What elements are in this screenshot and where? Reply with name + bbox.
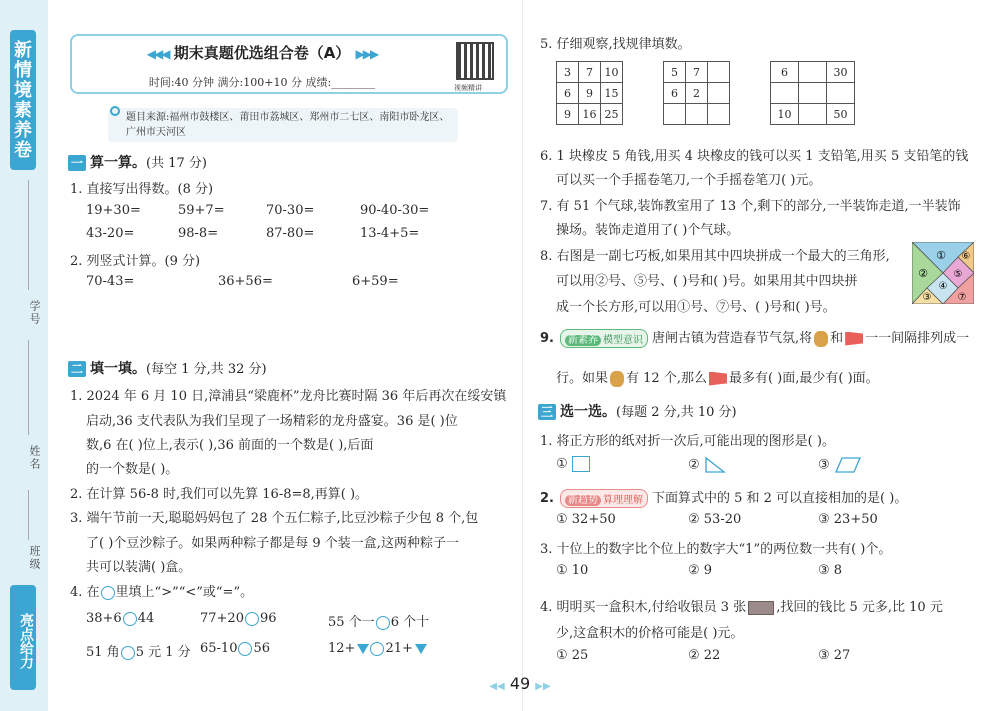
- lantern-icon: [814, 331, 828, 347]
- option-a[interactable]: [556, 456, 590, 472]
- calc-item: 70-30=: [266, 203, 315, 218]
- class-line: [28, 490, 29, 540]
- option-a[interactable]: ① 25: [556, 648, 589, 663]
- arrow-right-icon: ▶▶: [535, 681, 551, 692]
- exam-meta: 时间:40 分钟 满分:100+10 分 成绩:________: [148, 76, 376, 89]
- name-label: 姓名: [28, 445, 41, 471]
- grid-cell: 10: [601, 62, 623, 83]
- brand-title: 新情境素养卷: [10, 30, 36, 170]
- r-q9-line2: [556, 367, 879, 387]
- s3-q4-line2: 少,这盒积木的价格可能是( )元。: [556, 626, 744, 641]
- tangram-label: ⑦: [957, 292, 967, 303]
- triangle-icon: [357, 644, 369, 654]
- page-number-text: 49: [509, 674, 531, 693]
- page-number: [470, 674, 570, 693]
- question-source: [108, 108, 458, 142]
- compare-item: [200, 641, 270, 656]
- option-label: ③: [818, 457, 830, 473]
- class-label: 班级: [28, 545, 41, 571]
- s2-q4-pre: 4. 在: [70, 585, 100, 600]
- compare-left: 12+: [328, 641, 356, 656]
- option-c[interactable]: [818, 456, 862, 474]
- grid-cell: 10: [771, 104, 799, 125]
- grid-cell: 16: [579, 104, 601, 125]
- calc-item: 43-20=: [86, 226, 135, 241]
- grid-cell: 6: [664, 83, 686, 104]
- option-c[interactable]: ③ 8: [818, 563, 843, 578]
- s2-q4-prompt: [70, 581, 253, 600]
- lantern-icon: [610, 371, 624, 387]
- answer-circle[interactable]: [123, 612, 137, 626]
- tangram-label: ②: [918, 267, 928, 280]
- arrow-right-icon: ▶▶▶: [355, 47, 378, 61]
- r-q6-line: 6. 1 块橡皮 5 角钱,用买 4 块橡皮的钱可以买 1 支铅笔,用买 5 支铅笔的钱: [540, 149, 969, 164]
- compare-item: [86, 611, 154, 626]
- r-q9-line1: [540, 327, 969, 348]
- section-1-number: 一: [68, 155, 86, 171]
- grid-cell-blank[interactable]: [708, 83, 730, 104]
- brand-footer: 亮点给力: [10, 585, 36, 690]
- s3-q4-text-b: ,找回的钱比 5 元多,比 10 元: [776, 600, 943, 615]
- grid-cell: 3: [557, 62, 579, 83]
- compare-left: 51 角: [86, 645, 120, 660]
- grid-cell-blank[interactable]: [771, 83, 799, 104]
- compare-left: 77+20: [200, 611, 244, 626]
- answer-circle[interactable]: [238, 642, 252, 656]
- s2-q1-line: 启动,36 支代表队为我们呈现了一场精彩的龙舟盛宴。36 是( )位: [86, 414, 458, 429]
- s2-q1-line: 数,6 在( )位上,表示( ),36 前面的一个数是( ),后面: [86, 438, 374, 453]
- grid-cell: 5: [664, 62, 686, 83]
- option-a[interactable]: ① 32+50: [556, 512, 616, 527]
- compare-right: 44: [137, 611, 155, 626]
- s1-q1-prompt: 1. 直接写出得数。(8 分): [70, 182, 214, 197]
- grid-cell: 15: [601, 83, 623, 104]
- r-q7-line: 7. 有 51 个气球,装饰教室用了 13 个,剩下的部分,一半装饰走道,一半装饰: [540, 199, 961, 214]
- grid-cell-blank[interactable]: [664, 104, 686, 125]
- tangram-figure: [912, 242, 974, 304]
- grid-cell-blank[interactable]: [827, 83, 855, 104]
- compare-left: 38+6: [86, 611, 122, 626]
- source-text: 题目来源:福州市鼓楼区、莆田市荔城区、郑州市二七区、南阳市卧龙区、广州市天河区: [126, 112, 450, 138]
- calc-item: 13-4+5=: [360, 226, 420, 241]
- page-spine: [522, 0, 523, 711]
- option-c[interactable]: ③ 23+50: [818, 512, 878, 527]
- calc-item: 98-8=: [178, 226, 219, 241]
- badge-a: 新趋势: [565, 495, 601, 506]
- number-grid-2: [663, 61, 730, 125]
- badge-b: 模型意识: [602, 335, 643, 346]
- compare-right: 6 个十: [390, 615, 430, 630]
- banknote-icon: [748, 601, 774, 615]
- section-2-title: 填一填。: [90, 361, 146, 377]
- search-icon: [110, 106, 120, 116]
- s2-q3-line: 3. 端午节前一天,聪聪妈妈包了 28 个五仁粽子,比豆沙粽子少包 8 个,包: [70, 511, 479, 526]
- grid-cell: 9: [557, 104, 579, 125]
- q9-text-e: 有 12 个,那么: [626, 371, 707, 386]
- calc-item: 19+30=: [86, 203, 141, 218]
- section-1-heading: [68, 152, 207, 172]
- answer-circle[interactable]: [245, 612, 259, 626]
- s2-q1-line: 的一个数是( )。: [86, 462, 179, 477]
- tangram-label: ③: [922, 292, 932, 303]
- exam-title-text: 期末真题优选组合卷（A）: [173, 44, 351, 62]
- grid-cell-blank[interactable]: [708, 104, 730, 125]
- id-line: [28, 180, 29, 290]
- tangram-label: ④: [938, 281, 948, 292]
- r-q8-line: 成一个长方形,可以用①号、⑦号、( )号和( )号。: [556, 300, 836, 315]
- calc-item: 87-80=: [266, 226, 315, 241]
- grid-cell: 7: [579, 62, 601, 83]
- number-grid-1: [556, 61, 623, 125]
- section-1-title: 算一算。: [90, 155, 146, 171]
- compare-right: 56: [253, 641, 271, 656]
- option-a[interactable]: ① 10: [556, 563, 589, 578]
- option-c[interactable]: ③ 27: [818, 648, 851, 663]
- r-q8-line: 可以用②号、⑤号、( )号和( )号。如果用其中四块拼: [556, 274, 858, 289]
- section-2-note: (每空 1 分,共 32 分): [146, 362, 267, 377]
- vertical-calc-item: 6+59=: [352, 274, 399, 289]
- compare-right: 21+: [385, 641, 413, 656]
- arrow-left-icon: ◀◀◀: [146, 47, 169, 61]
- section-2-heading: [68, 358, 267, 378]
- s3-q4-line1: [540, 596, 943, 615]
- compare-circle-icon: [101, 586, 115, 600]
- vertical-calc-item: 36+56=: [218, 274, 273, 289]
- s3-q2: [540, 487, 907, 508]
- parallelogram-icon: [834, 456, 862, 474]
- option-label: ②: [688, 457, 700, 473]
- square-icon: [572, 456, 590, 472]
- section-3-note: (每题 2 分,共 10 分): [616, 405, 737, 420]
- section-2-number: 二: [68, 361, 86, 377]
- section-1-note: (共 17 分): [146, 156, 207, 171]
- r-q8-line: 8. 右图是一副七巧板,如果用其中四块拼成一个最大的三角形,: [540, 249, 890, 264]
- flag-icon: [709, 372, 727, 386]
- badge-b: 算理理解: [602, 495, 643, 506]
- r-q6-line: 可以买一个手摇卷笔刀,一个手摇卷笔刀( )元。: [556, 173, 822, 188]
- binding-strip: [0, 0, 48, 711]
- calc-item: 59+7=: [178, 203, 225, 218]
- grid-cell: 9: [579, 83, 601, 104]
- grid-cell-blank[interactable]: [799, 104, 827, 125]
- compare-right: 96: [259, 611, 277, 626]
- grid-cell-blank[interactable]: [799, 62, 827, 83]
- badge-a: 新素养: [565, 335, 601, 346]
- grid-cell-blank[interactable]: [686, 104, 708, 125]
- q9-text-c: 一一间隔排列成一: [865, 331, 970, 346]
- grid-cell: 25: [601, 104, 623, 125]
- q9-text-d: 行。如果: [556, 371, 609, 386]
- question-number: 9.: [540, 331, 554, 346]
- s3-q1: 1. 将正方形的纸对折一次后,可能出现的图形是( )。: [540, 434, 835, 449]
- answer-circle[interactable]: [376, 616, 390, 630]
- section-3-heading: [538, 401, 737, 421]
- r-q5: 5. 仔细观察,找规律填数。: [540, 37, 691, 52]
- name-line: [28, 340, 29, 435]
- answer-circle[interactable]: [370, 642, 384, 656]
- question-number: 2.: [540, 491, 554, 506]
- option-b[interactable]: ② 22: [688, 648, 721, 663]
- answer-circle[interactable]: [121, 646, 135, 660]
- tangram-label: ①: [936, 249, 946, 262]
- compare-left: 55 个一: [328, 615, 375, 630]
- id-label: 学号: [28, 300, 41, 326]
- q9-text-a: 唐闸古镇为营造春节气氛,将: [651, 331, 813, 346]
- flag-icon: [845, 332, 863, 346]
- s3-q3: 3. 十位上的数字比个位上的数字大“1”的两位数一共有( )个。: [540, 542, 892, 557]
- grid-cell: 6: [557, 83, 579, 104]
- badge-new-literacy: [560, 329, 648, 348]
- calc-item: 90-40-30=: [360, 203, 430, 218]
- compare-item: [200, 611, 277, 626]
- option-b[interactable]: [688, 456, 726, 474]
- grid-cell: 50: [827, 104, 855, 125]
- right-triangle-icon: [704, 456, 726, 474]
- tangram-label: ⑥: [961, 251, 971, 262]
- compare-item: [328, 611, 429, 630]
- s3-q2-text: 下面算式中的 5 和 2 可以直接相加的是( )。: [651, 491, 908, 506]
- grid-cell-blank[interactable]: [799, 83, 827, 104]
- option-b[interactable]: ② 53-20: [688, 512, 742, 527]
- grid-cell: 30: [827, 62, 855, 83]
- section-3-title: 选一选。: [560, 404, 616, 420]
- option-b[interactable]: ② 9: [688, 563, 713, 578]
- option-label: ①: [556, 456, 568, 472]
- compare-right: 5 元 1 分: [135, 645, 191, 660]
- r-q7-line: 操场。装饰走道用了( )个气球。: [556, 223, 740, 238]
- s2-q3-line: 共可以装满( )盒。: [86, 560, 192, 575]
- s3-q4-text-a: 4. 明明买一盒积木,付给收银员 3 张: [540, 600, 747, 615]
- compare-left: 65-10: [200, 641, 238, 656]
- s2-q3-line: 了( )个豆沙粽子。如果两种粽子都是每 9 个装一盒,这两种粽子一: [86, 536, 459, 551]
- section-3-number: 三: [538, 404, 556, 420]
- s1-q2-prompt: 2. 列竖式计算。(9 分): [70, 254, 201, 269]
- s2-q4-post: 里填上“>”“<”或“=”。: [115, 585, 254, 600]
- compare-item: [328, 641, 427, 656]
- grid-cell: 6: [771, 62, 799, 83]
- qr-label: 视频精讲: [454, 84, 482, 92]
- triangle-icon: [415, 644, 427, 654]
- s2-q1-line: 1. 2024 年 6 月 10 日,漳浦县“梁鹿杯”龙舟比赛时隔 36 年后再次在绥安镇: [70, 389, 507, 404]
- grid-cell: 7: [686, 62, 708, 83]
- badge-new-trend: [560, 489, 648, 508]
- qr-code-icon[interactable]: [456, 42, 494, 80]
- compare-item: [86, 641, 191, 660]
- exam-title: [72, 42, 452, 63]
- s2-q2: 2. 在计算 56-8 时,我们可以先算 16-8=8,再算( )。: [70, 487, 369, 502]
- grid-cell-blank[interactable]: [708, 62, 730, 83]
- exam-header: [70, 34, 508, 94]
- vertical-calc-item: 70-43=: [86, 274, 135, 289]
- arrow-left-icon: ◀◀: [489, 681, 505, 692]
- q9-text-b: 和: [830, 331, 844, 346]
- q9-text-f: 最多有( )面,最少有( )面。: [728, 371, 879, 386]
- grid-cell: 2: [686, 83, 708, 104]
- number-grid-3: [770, 61, 855, 125]
- tangram-label: ⑤: [953, 269, 963, 280]
